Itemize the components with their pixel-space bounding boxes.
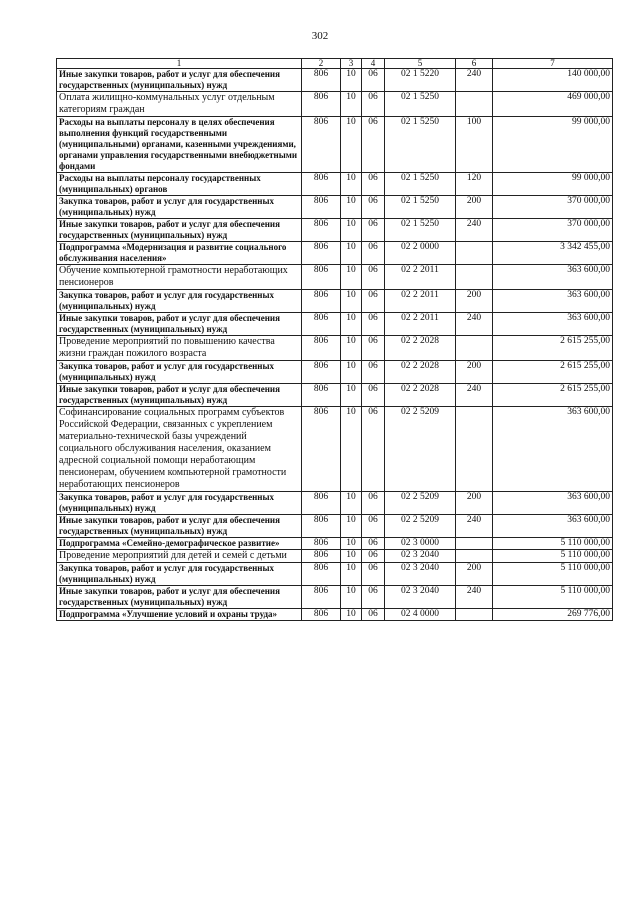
column-header: 1 (57, 59, 302, 69)
table-row (57, 265, 613, 290)
row-name: Закупка товаров, работ и услуг для государственных (муниципальных) нужд (57, 492, 302, 515)
row-target-code: 02 2 5209 (385, 515, 456, 538)
row-section: 10 (341, 550, 362, 563)
table-row (57, 492, 613, 515)
column-header: 2 (302, 59, 341, 69)
table-row (57, 196, 613, 219)
row-section: 10 (341, 515, 362, 538)
row-name: Обучение компьютерной грамотности неработающих пенсионеров (57, 265, 302, 290)
row-section: 10 (341, 313, 362, 336)
row-grbs: 806 (302, 515, 341, 538)
row-expense-type (456, 609, 493, 621)
row-name: Закупка товаров, работ и услуг для государственных (муниципальных) нужд (57, 563, 302, 586)
table-row (57, 515, 613, 538)
table-header-row (57, 59, 613, 69)
row-expense-type: 200 (456, 290, 493, 313)
row-expense-type: 100 (456, 117, 493, 173)
row-name: Подпрограмма «Улучшение условий и охраны труда» (57, 609, 302, 621)
row-section: 10 (341, 265, 362, 290)
row-section: 10 (341, 219, 362, 242)
row-section: 10 (341, 173, 362, 196)
table-row (57, 117, 613, 173)
table-row (57, 313, 613, 336)
row-section: 10 (341, 538, 362, 550)
row-target-code: 02 1 5250 (385, 196, 456, 219)
row-amount: 363 600,00 (493, 492, 613, 515)
row-target-code: 02 2 2028 (385, 336, 456, 361)
row-expense-type (456, 92, 493, 117)
row-subsection: 06 (362, 196, 385, 219)
row-expense-type: 200 (456, 196, 493, 219)
row-target-code: 02 1 5250 (385, 219, 456, 242)
row-amount: 99 000,00 (493, 173, 613, 196)
row-subsection: 06 (362, 492, 385, 515)
row-amount: 140 000,00 (493, 69, 613, 92)
row-amount: 363 600,00 (493, 515, 613, 538)
row-name: Проведение мероприятий для детей и семей с детьми (57, 550, 302, 563)
row-subsection: 06 (362, 407, 385, 492)
row-amount: 2 615 255,00 (493, 336, 613, 361)
row-expense-type (456, 550, 493, 563)
row-name: Иные закупки товаров, работ и услуг для обеспечения государственных (муниципальных) нужд (57, 384, 302, 407)
row-target-code: 02 3 2040 (385, 563, 456, 586)
row-target-code: 02 1 5220 (385, 69, 456, 92)
row-subsection: 06 (362, 538, 385, 550)
row-target-code: 02 2 2011 (385, 265, 456, 290)
row-expense-type (456, 407, 493, 492)
row-name: Оплата жилищно-коммунальных услуг отдельным категориям граждан (57, 92, 302, 117)
row-section: 10 (341, 242, 362, 265)
row-subsection: 06 (362, 515, 385, 538)
row-subsection: 06 (362, 336, 385, 361)
row-target-code: 02 2 2028 (385, 361, 456, 384)
row-grbs: 806 (302, 550, 341, 563)
row-grbs: 806 (302, 361, 341, 384)
table-row (57, 384, 613, 407)
table-row (57, 563, 613, 586)
row-amount: 99 000,00 (493, 117, 613, 173)
row-expense-type (456, 336, 493, 361)
row-grbs: 806 (302, 92, 341, 117)
row-expense-type: 240 (456, 313, 493, 336)
table-row (57, 407, 613, 492)
row-amount: 3 342 455,00 (493, 242, 613, 265)
row-target-code: 02 3 2040 (385, 586, 456, 609)
row-subsection: 06 (362, 290, 385, 313)
row-grbs: 806 (302, 609, 341, 621)
row-target-code: 02 2 5209 (385, 407, 456, 492)
row-grbs: 806 (302, 336, 341, 361)
row-subsection: 06 (362, 586, 385, 609)
row-grbs: 806 (302, 290, 341, 313)
row-subsection: 06 (362, 92, 385, 117)
row-section: 10 (341, 336, 362, 361)
row-target-code: 02 2 0000 (385, 242, 456, 265)
table-row (57, 69, 613, 92)
row-amount: 363 600,00 (493, 407, 613, 492)
row-subsection: 06 (362, 219, 385, 242)
row-amount: 469 000,00 (493, 92, 613, 117)
row-section: 10 (341, 586, 362, 609)
row-expense-type: 240 (456, 515, 493, 538)
table-row (57, 290, 613, 313)
row-section: 10 (341, 492, 362, 515)
row-grbs: 806 (302, 173, 341, 196)
table-row (57, 336, 613, 361)
row-amount: 2 615 255,00 (493, 384, 613, 407)
column-header: 5 (385, 59, 456, 69)
column-header: 3 (341, 59, 362, 69)
row-amount: 5 110 000,00 (493, 586, 613, 609)
row-section: 10 (341, 92, 362, 117)
row-amount: 269 776,00 (493, 609, 613, 621)
table-body (57, 69, 613, 621)
row-section: 10 (341, 361, 362, 384)
row-expense-type: 240 (456, 384, 493, 407)
row-amount: 363 600,00 (493, 313, 613, 336)
row-name: Иные закупки товаров, работ и услуг для обеспечения государственных (муниципальных) нужд (57, 313, 302, 336)
row-grbs: 806 (302, 563, 341, 586)
row-target-code: 02 4 0000 (385, 609, 456, 621)
row-target-code: 02 1 5250 (385, 117, 456, 173)
column-header: 6 (456, 59, 493, 69)
row-subsection: 06 (362, 265, 385, 290)
row-subsection: 06 (362, 384, 385, 407)
row-grbs: 806 (302, 69, 341, 92)
row-subsection: 06 (362, 242, 385, 265)
row-grbs: 806 (302, 407, 341, 492)
row-grbs: 806 (302, 265, 341, 290)
table-row (57, 550, 613, 563)
row-name: Подпрограмма «Семейно-демографическое развитие» (57, 538, 302, 550)
row-target-code: 02 2 2011 (385, 313, 456, 336)
row-amount: 363 600,00 (493, 265, 613, 290)
row-name: Закупка товаров, работ и услуг для государственных (муниципальных) нужд (57, 361, 302, 384)
row-subsection: 06 (362, 313, 385, 336)
row-expense-type (456, 265, 493, 290)
row-expense-type (456, 538, 493, 550)
row-grbs: 806 (302, 219, 341, 242)
row-target-code: 02 3 0000 (385, 538, 456, 550)
row-subsection: 06 (362, 563, 385, 586)
row-section: 10 (341, 196, 362, 219)
row-name: Проведение мероприятий по повышению качества жизни граждан пожилого возраста (57, 336, 302, 361)
row-section: 10 (341, 69, 362, 92)
row-subsection: 06 (362, 609, 385, 621)
row-grbs: 806 (302, 196, 341, 219)
row-grbs: 806 (302, 242, 341, 265)
row-subsection: 06 (362, 117, 385, 173)
row-amount: 5 110 000,00 (493, 563, 613, 586)
row-expense-type: 200 (456, 563, 493, 586)
row-expense-type: 240 (456, 69, 493, 92)
row-name: Подпрограмма «Модернизация и развитие социального обслуживания населения» (57, 242, 302, 265)
row-target-code: 02 2 5209 (385, 492, 456, 515)
row-expense-type: 120 (456, 173, 493, 196)
table-row (57, 586, 613, 609)
row-section: 10 (341, 563, 362, 586)
row-section: 10 (341, 609, 362, 621)
row-name: Закупка товаров, работ и услуг для государственных (муниципальных) нужд (57, 196, 302, 219)
row-section: 10 (341, 384, 362, 407)
row-name: Иные закупки товаров, работ и услуг для обеспечения государственных (муниципальных) нужд (57, 586, 302, 609)
page-number: 302 (311, 30, 329, 42)
budget-table (56, 58, 613, 621)
row-name: Иные закупки товаров, работ и услуг для обеспечения государственных (муниципальных) нужд (57, 69, 302, 92)
table-row (57, 609, 613, 621)
row-amount: 370 000,00 (493, 219, 613, 242)
row-name: Расходы на выплаты персоналу государственных (муниципальных) органов (57, 173, 302, 196)
row-amount: 370 000,00 (493, 196, 613, 219)
row-expense-type: 240 (456, 586, 493, 609)
row-section: 10 (341, 117, 362, 173)
table-row (57, 242, 613, 265)
row-target-code: 02 1 5250 (385, 92, 456, 117)
row-amount: 363 600,00 (493, 290, 613, 313)
row-amount: 2 615 255,00 (493, 361, 613, 384)
table-row (57, 92, 613, 117)
column-header: 7 (493, 59, 613, 69)
row-grbs: 806 (302, 586, 341, 609)
row-subsection: 06 (362, 173, 385, 196)
row-target-code: 02 2 2011 (385, 290, 456, 313)
row-grbs: 806 (302, 313, 341, 336)
row-expense-type: 200 (456, 361, 493, 384)
row-grbs: 806 (302, 384, 341, 407)
row-grbs: 806 (302, 538, 341, 550)
row-expense-type: 240 (456, 219, 493, 242)
row-section: 10 (341, 407, 362, 492)
row-name: Иные закупки товаров, работ и услуг для обеспечения государственных (муниципальных) нужд (57, 219, 302, 242)
row-grbs: 806 (302, 117, 341, 173)
row-amount: 5 110 000,00 (493, 538, 613, 550)
table-row (57, 219, 613, 242)
table-row (57, 538, 613, 550)
row-amount: 5 110 000,00 (493, 550, 613, 563)
row-expense-type: 200 (456, 492, 493, 515)
row-name: Расходы на выплаты персоналу в целях обеспечения выполнения функций государственными (муниципальными) органами, казенными учреждениями, органами управления государственными внебюджетными фондами (57, 117, 302, 173)
row-name: Закупка товаров, работ и услуг для государственных (муниципальных) нужд (57, 290, 302, 313)
row-expense-type (456, 242, 493, 265)
column-header: 4 (362, 59, 385, 69)
row-section: 10 (341, 290, 362, 313)
row-name: Иные закупки товаров, работ и услуг для обеспечения государственных (муниципальных) нужд (57, 515, 302, 538)
table-row (57, 173, 613, 196)
row-target-code: 02 3 2040 (385, 550, 456, 563)
row-grbs: 806 (302, 492, 341, 515)
row-subsection: 06 (362, 361, 385, 384)
table-row (57, 361, 613, 384)
row-target-code: 02 1 5250 (385, 173, 456, 196)
row-name: Софинансирование социальных программ субъектов Российской Федерации, связанных с укреплением материально-технической базы учреждений социального обслуживания населения, оказанием адресной социальной помощи неработающим пенсионерам, обучением компьютерной грамотности неработающих пенсионеров (57, 407, 302, 492)
row-subsection: 06 (362, 550, 385, 563)
row-target-code: 02 2 2028 (385, 384, 456, 407)
row-subsection: 06 (362, 69, 385, 92)
